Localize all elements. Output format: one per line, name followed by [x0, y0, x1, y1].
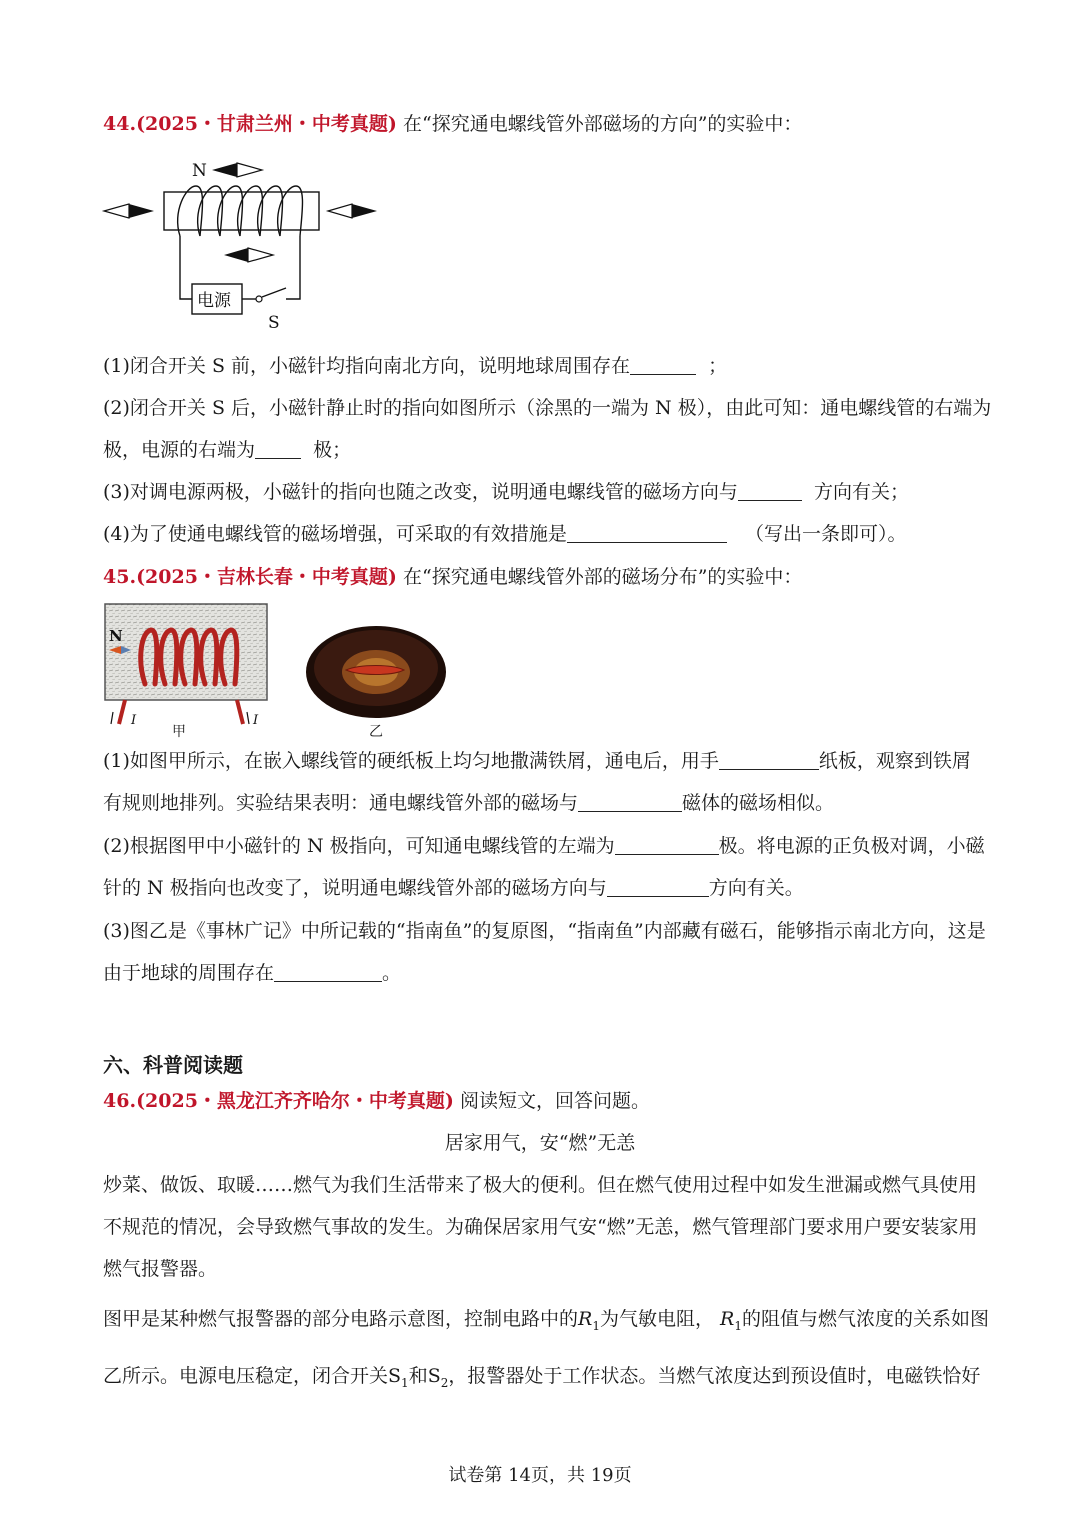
current-label-left: I: [131, 713, 137, 728]
right-lead-wire: [237, 700, 243, 724]
n-label: N: [192, 161, 207, 181]
q45-blank-2[interactable]: [578, 791, 682, 812]
q45-p1-mid: 纸板，观察到铁屑: [818, 750, 971, 772]
q45-blank-4[interactable]: [607, 876, 709, 897]
q46-para2-text-c: 的阻值与燃气浓度的关系如图: [741, 1308, 989, 1330]
q44-p4-text: (4)为了使通电螺线管的磁场增强，可采取的有效措施是: [103, 523, 567, 545]
q46-para1-line1: 炒菜、做饭、取暖……燃气为我们生活带来了极大的便利。但在燃气使用过程中如发生泄漏或燃气具使用: [103, 1174, 978, 1196]
q46-source: (2025・黑龙江齐齐哈尔・中考真题): [136, 1090, 454, 1112]
q45-p2-tail: 方向有关。: [708, 877, 804, 899]
q44-stem: 在“探究通电螺线管外部磁场的方向”的实验中：: [402, 113, 803, 135]
q44-part3: [103, 478, 909, 506]
switch-s1-subscript: 1: [401, 1375, 409, 1390]
q44-part2-line2: [103, 436, 351, 464]
q44-p3-tail: 方向有关；: [814, 481, 910, 503]
q44-blank-4[interactable]: [567, 522, 727, 543]
left-lead-wire: [119, 700, 125, 724]
q45-part3-line1: [103, 917, 986, 945]
right-compass-needle: [328, 204, 377, 218]
resistor-symbol: R: [578, 1308, 593, 1330]
q46-para2-text-b: 为气敏电阻，: [599, 1308, 714, 1330]
solenoid-coil: [178, 186, 303, 236]
q44-part1: [103, 352, 727, 380]
current-arrow-right: [247, 712, 249, 724]
article-title: 居家用气，安“燃”无恙: [444, 1132, 636, 1154]
q46-stem: 阅读短文，回答问题。: [459, 1090, 650, 1112]
current-label-right: I: [253, 713, 259, 728]
q46-para2-line1: [103, 1305, 989, 1340]
q45-figure-yi: [300, 622, 452, 722]
q45-p3-tail: 。: [382, 962, 402, 984]
q45-number: 45.: [103, 566, 137, 588]
q45-blank-5[interactable]: [274, 961, 382, 982]
q44-blank-3[interactable]: [738, 480, 802, 501]
q45-p1-text: (1)如图甲所示，在嵌入螺线管的硬纸板上均匀地撒满铁屑，通电后，用手: [103, 750, 719, 772]
q44-part2-line1: [103, 394, 991, 422]
q45-stem: 在“探究通电螺线管外部的磁场分布”的实验中：: [402, 566, 803, 588]
q45-p2-text: (2)根据图甲中小磁针的 N 极指向，可知通电螺线管的左端为: [103, 835, 615, 857]
q46-para1-line2: 不规范的情况，会导致燃气事故的发生。为确保居家用气安“燃”无恙，燃气管理部门要求用户要安装家用: [103, 1216, 978, 1238]
q45-source: (2025・吉林长春・中考真题): [136, 566, 397, 588]
q45-part2-line1: [103, 832, 985, 860]
page-footer: 试卷第 14页，共 19页: [448, 1465, 632, 1486]
q45-p2-mid: 极。将电源的正负极对调，小磁: [718, 835, 985, 857]
left-wire: [180, 236, 192, 299]
switch-s2-subscript: 2: [440, 1375, 449, 1390]
south-pointing-fish: [346, 666, 404, 675]
q44-part4: [103, 520, 907, 548]
q46-para2-text-a: 图甲是某种燃气报警器的部分电路示意图，控制电路中的: [103, 1308, 579, 1330]
q45-part1-line1: [103, 747, 971, 775]
section-6-heading: 六、科普阅读题: [103, 1053, 243, 1077]
q46-para1-line3: 燃气报警器。: [103, 1258, 218, 1280]
resistor-subscript: 1: [592, 1318, 600, 1333]
q46-and: 和: [408, 1365, 428, 1387]
switch-label: S: [268, 313, 280, 333]
top-compass-needle: [212, 163, 262, 177]
q44-p2-mid: 极，电源的右端为: [103, 439, 256, 461]
q45-p1-cont: 有规则地排列。实验结果表明：通电螺线管外部的磁场与: [103, 792, 579, 814]
q45-p3-text: (3)图乙是《事林广记》中所记载的“指南鱼”的复原图，“指南鱼”内部藏有磁石，能够指示南北方向，这是: [103, 920, 986, 942]
q45-blank-1[interactable]: [719, 749, 819, 770]
q45-p1-tail: 磁体的磁场相似。: [682, 792, 835, 814]
q45-figure-jia: [103, 602, 273, 730]
switch-pivot: [256, 296, 262, 302]
q44-stem-line: [103, 110, 802, 138]
power-supply-label: 电源: [197, 291, 231, 311]
q46-para2-text-e: ，报警器处于工作状态。当燃气浓度达到预设值时，电磁铁恰好: [448, 1365, 981, 1387]
fig-jia-n-label: N: [109, 627, 123, 645]
q44-p2-tail: 极；: [313, 439, 352, 461]
q44-blank-2[interactable]: [255, 438, 301, 459]
resistor-symbol-2: R: [720, 1308, 735, 1330]
q44-p4-tail: （写出一条即可）。: [745, 523, 907, 545]
q44-p1-text: (1)闭合开关 S 前，小磁针均指向南北方向，说明地球周围存在: [103, 355, 631, 377]
switch-s2-symbol: S: [427, 1365, 441, 1387]
q45-part1-line2: [103, 789, 834, 817]
q44-p1-tail: ；: [708, 355, 728, 377]
q45-part3-line2: [103, 959, 401, 987]
left-compass-needle: [104, 204, 154, 218]
q44-p3-text: (3)对调电源两极，小磁针的指向也随之改变，说明通电螺线管的磁场方向与: [103, 481, 738, 503]
fig-yi-label: 乙: [369, 724, 383, 740]
switch-s1-symbol: S: [388, 1365, 402, 1387]
right-wire: [286, 236, 300, 299]
current-arrow-left: [111, 712, 113, 724]
q45-stem-line: [103, 563, 802, 591]
q46-stem-line: [103, 1087, 650, 1115]
bottom-compass-needle: [224, 248, 273, 262]
q44-solenoid-figure: [100, 152, 390, 338]
q44-blank-1[interactable]: [630, 354, 696, 375]
switch-blade: [262, 288, 286, 297]
q46-para2-text-d: 乙所示。电源电压稳定，闭合开关: [103, 1365, 389, 1387]
q46-para2-line2: [103, 1362, 980, 1397]
q46-number: 46.: [103, 1090, 137, 1112]
resistor-subscript-2: 1: [734, 1318, 742, 1333]
q45-blank-3[interactable]: [615, 834, 719, 855]
q45-part2-line2: [103, 874, 804, 902]
q44-source: (2025・甘肃兰州・中考真题): [136, 113, 397, 135]
q44-p2-text: (2)闭合开关 S 后，小磁针静止时的指向如图所示（涂黑的一端为 N 极），由此可知：通电螺线管的右端为: [103, 397, 992, 419]
q45-p2-cont: 针的 N 极指向也改变了，说明通电螺线管外部的磁场方向与: [103, 877, 607, 899]
q45-p3-cont: 由于地球的周围存在: [103, 962, 275, 984]
q44-number: 44.: [103, 113, 137, 135]
fig-jia-label: 甲: [172, 724, 186, 740]
